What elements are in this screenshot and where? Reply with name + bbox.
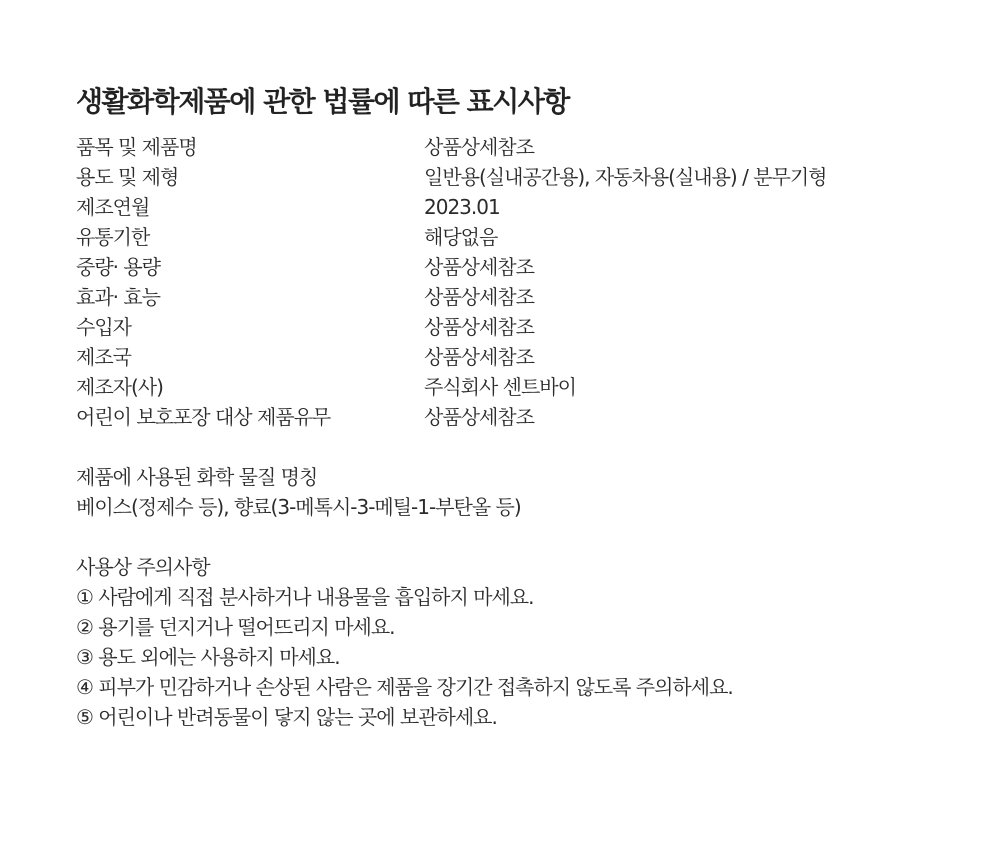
info-label: 품목 및 제품명 xyxy=(76,135,197,159)
caution-item: ⑤ 어린이나 반려동물이 닿지 않는 곳에 보관하세요. xyxy=(76,705,497,729)
caution-item: ③ 용도 외에는 사용하지 마세요. xyxy=(76,645,340,669)
info-value: 일반용(실내공간용), 자동차용(실내용) / 분무기형 xyxy=(424,165,827,189)
info-row-country xyxy=(76,342,976,372)
info-value: 상품상세참조 xyxy=(424,285,534,309)
info-row-child-packaging xyxy=(76,402,976,432)
info-label: 용도 및 제형 xyxy=(76,165,179,189)
info-row-effect xyxy=(76,282,976,312)
info-value: 상품상세참조 xyxy=(424,135,534,159)
info-label: 중량· 용량 xyxy=(76,255,160,279)
info-label: 제조국 xyxy=(76,345,131,369)
info-value: 상품상세참조 xyxy=(424,315,534,339)
info-value: 해당없음 xyxy=(424,225,498,249)
info-row-importer xyxy=(76,312,976,342)
chemicals-heading: 제품에 사용된 화학 물질 명칭 xyxy=(76,465,318,489)
chemicals-section xyxy=(76,462,976,522)
info-label: 수입자 xyxy=(76,315,131,339)
info-row-product-name xyxy=(76,132,976,162)
info-value: 상품상세참조 xyxy=(424,405,534,429)
info-label: 유통기한 xyxy=(76,225,150,249)
page-title: 생활화학제품에 관한 법률에 따른 표시사항 xyxy=(76,85,569,118)
info-row-manufacture-date xyxy=(76,192,976,222)
cautions-section xyxy=(76,552,976,732)
info-value: 2023.01 xyxy=(424,195,500,219)
caution-item: ② 용기를 던지거나 떨어뜨리지 마세요. xyxy=(76,615,395,639)
info-label: 제조연월 xyxy=(76,195,150,219)
product-label-document xyxy=(76,82,976,732)
info-row-weight-volume xyxy=(76,252,976,282)
caution-item: ④ 피부가 민감하거나 손상된 사람은 제품을 장기간 접촉하지 않도록 주의하세요. xyxy=(76,675,733,699)
info-label: 제조자(사) xyxy=(76,375,163,399)
info-value: 상품상세참조 xyxy=(424,345,534,369)
cautions-heading: 사용상 주의사항 xyxy=(76,555,210,579)
info-label: 효과· 효능 xyxy=(76,285,160,309)
info-row-usage-form xyxy=(76,162,976,192)
info-value: 상품상세참조 xyxy=(424,255,534,279)
info-row-manufacturer xyxy=(76,372,976,402)
info-value: 주식회사 센트바이 xyxy=(424,375,576,399)
chemicals-text: 베이스(정제수 등), 향료(3-메톡시-3-메틸-1-부탄올 등) xyxy=(76,495,521,519)
product-info-table xyxy=(76,132,976,432)
caution-item: ① 사람에게 직접 분사하거나 내용물을 흡입하지 마세요. xyxy=(76,585,534,609)
info-row-expiry xyxy=(76,222,976,252)
info-label: 어린이 보호포장 대상 제품유무 xyxy=(76,405,331,429)
